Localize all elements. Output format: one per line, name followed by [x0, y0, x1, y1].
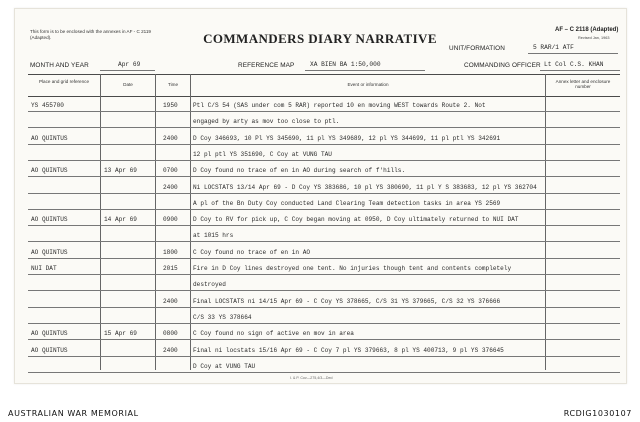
col-header-event: Event or information	[347, 82, 389, 87]
entry-date: 14 Apr 69	[104, 216, 137, 224]
unit-label: UNIT/FORMATION	[449, 45, 505, 52]
row-rule	[28, 241, 620, 242]
col-header-time: Time	[167, 82, 179, 87]
entry-event: C Coy found no trace of en in AO	[193, 248, 311, 256]
row-rule	[28, 127, 620, 128]
entry-time: 2400	[163, 346, 178, 354]
entry-event: C/S 33 YS 378664	[193, 313, 252, 321]
entry-event: engaged by arty as mov too close to ptl.	[193, 118, 340, 126]
entry-event: D Coy found no trace of en in AO during search of f'hills.	[193, 167, 406, 175]
row-rule	[28, 111, 620, 112]
entry-place: YS 455700	[31, 102, 64, 109]
entry-time: 0900	[163, 216, 178, 224]
printer-imprint: I. & P. Cov—275,4/3—Ded	[290, 376, 333, 380]
entry-place: AO QUINTUS	[31, 248, 68, 256]
row-rule	[28, 176, 620, 177]
row-rule	[28, 209, 620, 210]
entry-place: AO QUINTUS	[31, 167, 68, 175]
form-number: AF – C 2118 (Adapted)	[555, 27, 619, 33]
entry-event: C Coy found no sign of active en mov in area	[193, 330, 354, 338]
row-rule	[28, 160, 620, 161]
col-divider-time	[155, 74, 156, 370]
page-title: COMMANDERS DIARY NARRATIVE	[203, 31, 437, 46]
row-rule	[28, 323, 620, 324]
row-rule	[28, 339, 620, 340]
row-rule	[28, 274, 620, 275]
entry-time: 0700	[163, 167, 178, 175]
row-rule	[28, 144, 620, 145]
unit-value: 5 RAR/1 ATF	[533, 44, 574, 51]
entry-event: Fire in D Coy lines destroyed one tent. No injuries though tent and contents completely	[193, 265, 512, 272]
row-rule	[28, 290, 620, 291]
entry-place: AO QUINTUS	[31, 216, 68, 224]
col-divider-annex	[545, 74, 546, 370]
row-rule	[28, 372, 620, 373]
col-divider-date	[100, 74, 101, 370]
ref-map-underline	[305, 70, 425, 71]
entry-place: AO QUINTUS	[31, 330, 68, 338]
col-header-date: Date	[123, 82, 133, 87]
col-header-annex: Annex letter and enclosure number	[555, 79, 611, 90]
row-rule	[28, 258, 620, 259]
entry-event: 12 pl ptl YS 351690, C Coy at VUNG TAU	[193, 150, 332, 158]
entry-time: 1800	[163, 248, 178, 256]
row-rule	[28, 225, 620, 226]
entry-event: Ptl C/S 54 (SAS under com 5 RAR) reported 10 en moving WEST towards Route 2. Not	[193, 102, 486, 109]
unit-underline	[528, 53, 618, 54]
month-value: Apr 69	[118, 61, 141, 68]
entry-time: 1950	[163, 102, 178, 109]
co-underline	[540, 70, 620, 71]
ref-map-value: XA BIEN BA 1:50,000	[310, 61, 381, 68]
entry-event: D Coy to RV for pick up, C Coy began moving at 0950, D Coy ultimately returned to NUI DAT	[193, 216, 519, 224]
entry-time: 2400	[163, 183, 178, 191]
entry-event: Ni LOCSTATS 13/14 Apr 69 - D Coy YS 383686, 10 pl YS 380690, 11 pl Y S 383683, 12 pl YS 362704	[193, 183, 537, 191]
row-rule	[28, 307, 620, 308]
entry-date: 15 Apr 69	[104, 330, 137, 338]
table-top-rule	[28, 74, 620, 75]
co-label: COMMANDING OFFICER	[464, 62, 541, 69]
entry-place: NUI DAT	[31, 265, 57, 272]
entry-date: 13 Apr 69	[104, 167, 137, 175]
row-rule	[28, 193, 620, 194]
month-label: MONTH AND YEAR	[30, 62, 89, 69]
entry-time: 2400	[163, 134, 178, 142]
entry-event: D Coy at VUNG TAU	[193, 362, 256, 370]
entry-place: AO QUINTUS	[31, 134, 68, 142]
ref-map-label: REFERENCE MAP	[238, 62, 295, 69]
entry-event: destroyed	[193, 281, 226, 289]
entry-time: 0800	[163, 330, 178, 338]
table-header-rule	[28, 96, 620, 97]
entry-time: 2015	[163, 265, 178, 272]
entry-event: D Coy 346693, 10 Pl YS 345690, 11 pl YS 349689, 12 pl YS 344699, 11 pl ptl YS 342691	[193, 134, 501, 142]
archive-reference: RCDIG1030107	[563, 409, 632, 418]
col-header-place: Place and grid reference	[38, 79, 90, 84]
col-divider-event	[190, 74, 191, 370]
entry-event: Final ni locstats 15/16 Apr 69 - C Coy 7 pl YS 379663, 8 pl YS 400713, 9 pl YS 376645	[193, 346, 504, 354]
entry-place: AO QUINTUS	[31, 346, 68, 354]
entry-event: A pl of the Bn Duty Coy conducted Land Clearing Team detection tasks in area YS 2569	[193, 199, 501, 207]
co-value: Lt Col C.S. KHAN	[544, 61, 604, 68]
form-instruction-note: This form is to be enclosed with the annexes in AF - C 2119 (Adapted).	[30, 29, 151, 40]
row-rule	[28, 356, 620, 357]
form-revision: Revised Jan, 1963	[578, 36, 610, 40]
entry-event: Final LOCSTATS ni 14/15 Apr 69 - C Coy YS 378665, C/S 31 YS 379665, C/S 32 YS 376666	[193, 297, 501, 305]
entry-event: at 1015 hrs	[193, 232, 234, 240]
archive-caption: AUSTRALIAN WAR MEMORIAL	[8, 409, 139, 418]
month-underline	[100, 70, 155, 71]
entry-time: 2400	[163, 297, 178, 305]
